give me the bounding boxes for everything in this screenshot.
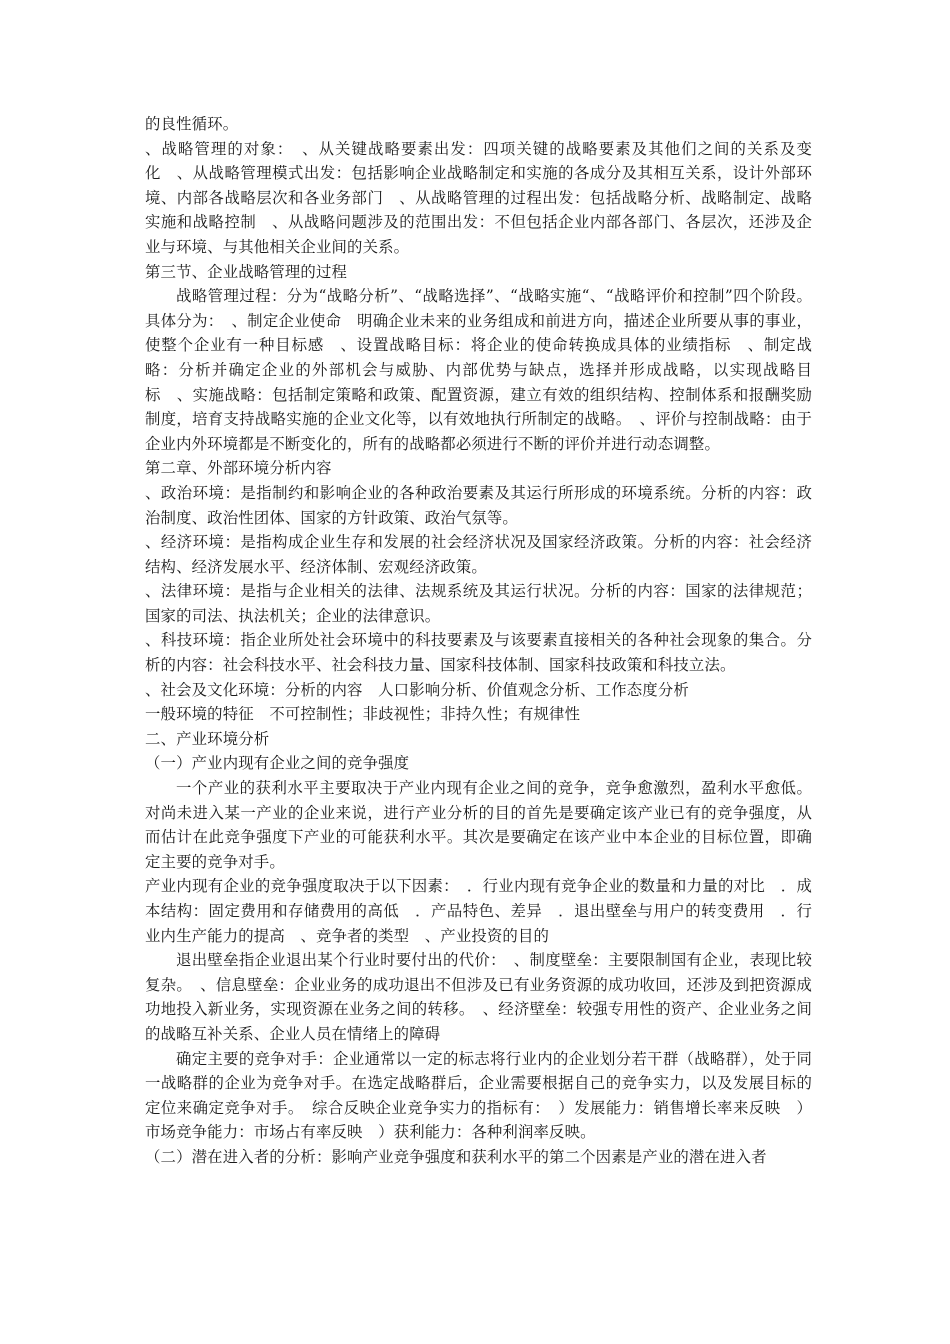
- subsection-heading: （一）产业内现有企业之间的竞争强度: [145, 754, 410, 773]
- chapter-heading: 第二章、外部环境分析内容: [145, 459, 332, 478]
- section-heading: 第三节、企业战略管理的过程: [145, 262, 348, 281]
- paragraph: 、经济环境：是指构成企业生存和发展的社会经济状况及国家经济政策。分析的内容：社会经济结构、经济发展水平、经济体制、宏观经济政策。: [145, 533, 812, 576]
- paragraph: 的良性循环。: [145, 115, 239, 133]
- paragraph: 确定主要的竞争对手：企业通常以一定的标志将行业内的企业划分若干群（战略群），处于同一战略群的企业为竞争对手。在选定战略群后，企业需要根据自己的竞争实力，以及发展目标的定位来确定竞争对手。 综合反映企业竞争实力的指标有： ）发展能力：销售增长率来反映 ）市场竞争能力：市场占有率反映 ）获利能力：各种利润率反映。: [145, 1049, 812, 1142]
- paragraph: 一般环境的特征 不可控制性；非歧视性；非持久性；有规律性: [145, 705, 581, 724]
- section-heading: 二、产业环境分析: [145, 729, 270, 748]
- paragraph: 、政治环境：是指制约和影响企业的各种政治要素及其运行所形成的环境系统。分析的内容：政治制度、政治性团体、国家的方针政策、政治气氛等。: [145, 483, 812, 527]
- paragraph: （二）潜在进入者的分析：影响产业竞争强度和获利水平的第二个因素是产业的潜在进入者: [145, 1147, 767, 1166]
- paragraph: 产业内现有企业的竞争强度取决于以下因素： ．行业内现有竞争企业的数量和力量的对比 ．成本结构：固定费用和存储费用的高低 ．产品特色、差异 ．退出壁垒与用户的转变费用 ．行业内生产能力的提高 、竞争者的类型 、产业投资的目的: [145, 877, 812, 945]
- paragraph: 退出壁垒指企业退出某个行业时要付出的代价： 、制度壁垒：主要限制国有企业，表现比较复杂。 、信息壁垒：企业业务的成功退出不但涉及已有业务资源的成功收回，还涉及到把资源成功地投入新业务，实现资源在业务之间的转移。 、经济壁垒：较强专用性的资产、企业业务之间的战略互补关系、企业人员在情绪上的障碍: [145, 951, 812, 1043]
- paragraph: 、法律环境：是指与企业相关的法律、法规系统及其运行状况。分析的内容：国家的法律规范；国家的司法、执法机关；企业的法律意识。: [145, 582, 812, 625]
- paragraph: 一个产业的获利水平主要取决于产业内现有企业之间的竞争，竞争愈激烈，盈利水平愈低。对尚未进入某一产业的企业来说，进行产业分析的目的首先是要确定该产业已有的竞争强度，从而估计在此竞争强度下产业的可能获利水平。其次是要确定在该产业中本企业的目标位置，即确定主要的竞争对手。: [145, 779, 812, 871]
- document-body: [145, 112, 812, 1170]
- paragraph: 、社会及文化环境：分析的内容 人口影响分析、价值观念分析、工作态度分析: [145, 680, 689, 699]
- paragraph: 战略管理过程：分为“战略分析”、“战略选择”、“战略实施“、“战略评价和控制”四个阶段。具体分为： 、制定企业使命 明确企业未来的业务组成和前进方向，描述企业所要从事的事业，使整个企业有一种目标感 、设置战略目标：将企业的使命转换成具体的业绩指标 、制定战略：分析并确定企业的外部机会与威胁、内部优势与缺点，选择并形成战略，以实现战略目标 、实施战略：包括制定策略和政策、配置资源，建立有效的组织结构、控制体系和报酬奖励制度，培育支持战略实施的企业文化等，以有效地执行所制定的战略。 、评价与控制战略：由于企业内外环境都是不断变化的，所有的战略都必须进行不断的评价并进行动态调整。: [145, 287, 812, 453]
- paragraph: 、战略管理的对象： 、从关键战略要素出发：四项关键的战略要素及其他们之间的关系及变化 、从战略管理模式出发：包括影响企业战略制定和实施的各成分及其相互关系，设计外部环境、内部各战略层次和各业务部门 、从战略管理的过程出发：包括战略分析、战略制定、战略实施和战略控制 、从战略问题涉及的范围出发：不但包括企业内部各部门、各层次，还涉及企业与环境、与其他相关企业间的关系。: [145, 139, 812, 256]
- paragraph: 、科技环境：指企业所处社会环境中的科技要素及与该要素直接相关的各种社会现象的集合。分析的内容：社会科技水平、社会科技力量、国家科技体制、国家科技政策和科技立法。: [145, 631, 812, 675]
